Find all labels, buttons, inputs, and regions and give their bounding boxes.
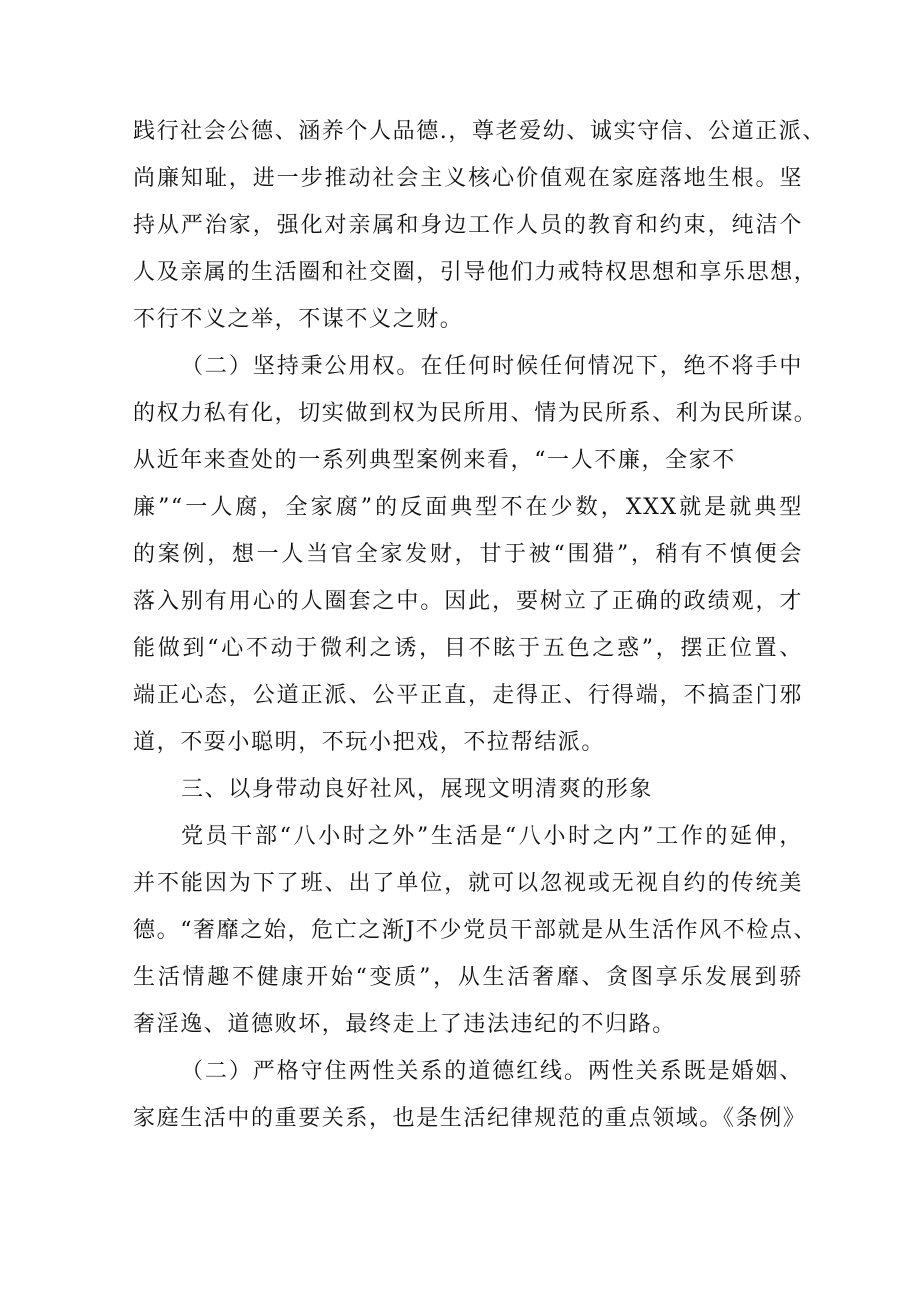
text-line: 并不能因为下了班、出了单位，就可以忽视或无视自约的传统美 bbox=[133, 871, 803, 896]
paragraph-family-ethics bbox=[133, 108, 826, 343]
text-line: 奢淫逸、道德败坏，最终走上了违法违纪的不归路。 bbox=[133, 1012, 676, 1037]
paragraph-moral-redline bbox=[133, 1048, 807, 1142]
paragraph-after-hours bbox=[133, 813, 818, 1048]
text-line: 落入别有用心的人圈套之中。因此，要树立了正确的政绩观，才 bbox=[133, 589, 803, 614]
text-line: 德。“奢靡之始，危亡之渐J不少党员干部就是从生活作风不检点、 bbox=[133, 918, 818, 943]
text-line: 践行社会公德、涵养个人品德.，尊老爱幼、诚实守信、公道正派、 bbox=[133, 119, 826, 144]
text-line: 的权力私有化，切实做到权为民所用、情为民所系、利为民所谋。 bbox=[133, 401, 818, 426]
text-line: 人及亲属的生活圈和社交圈，引导他们力戒特权思想和享乐思想， bbox=[133, 260, 818, 285]
text-line: 不行不义之举，不谋不义之财。 bbox=[133, 307, 464, 332]
text-line: 生活情趣不健康开始“变质”，从生活奢靡、贪图享乐发展到骄 bbox=[133, 965, 803, 990]
text-line: 家庭生活中的重要关系，也是生活纪律规范的重点领域。《条例》 bbox=[133, 1106, 807, 1131]
text-line: 能做到“心不动于微利之诱，目不眩于五色之惑”，摆正位置、 bbox=[133, 636, 803, 661]
paragraph-impartial-power bbox=[133, 343, 818, 766]
text-line: 尚廉知耻，进一步推动社会主义核心价值观在家庭落地生根。坚 bbox=[133, 166, 803, 191]
text-line: （二）严格守住两性关系的道德红线。两性关系既是婚姻、 bbox=[181, 1059, 803, 1084]
document-body bbox=[133, 108, 826, 1142]
section-heading-text: 三、以身带动良好社风，展现文明清爽的形象 bbox=[181, 777, 654, 802]
text-line: 持从严治家，强化对亲属和身边工作人员的教育和约束，纯洁个 bbox=[133, 213, 803, 238]
text-line: 道，不耍小聪明，不玩小把戏，不拉帮结派。 bbox=[133, 730, 606, 755]
section-heading bbox=[133, 766, 803, 813]
text-line: 从近年来查处的一系列典型案例来看，“一人不廉，全家不 bbox=[133, 448, 736, 473]
text-line: 端正心态，公道正派、公平正直，走得正、行得端，不搞歪门邪 bbox=[133, 683, 803, 708]
text-line: 党员干部“八小时之外”生活是“八小时之内”工作的延伸， bbox=[181, 824, 803, 849]
text-line: 廉”“一人腐，全家腐”的反面典型不在少数，XXX就是就典型 bbox=[133, 495, 803, 520]
text-line: 的案例，想一人当官全家发财，甘于被“围猎”，稍有不慎便会 bbox=[133, 542, 803, 567]
text-line: （二）坚持秉公用权。在任何时候任何情况下，绝不将手中 bbox=[181, 354, 803, 379]
